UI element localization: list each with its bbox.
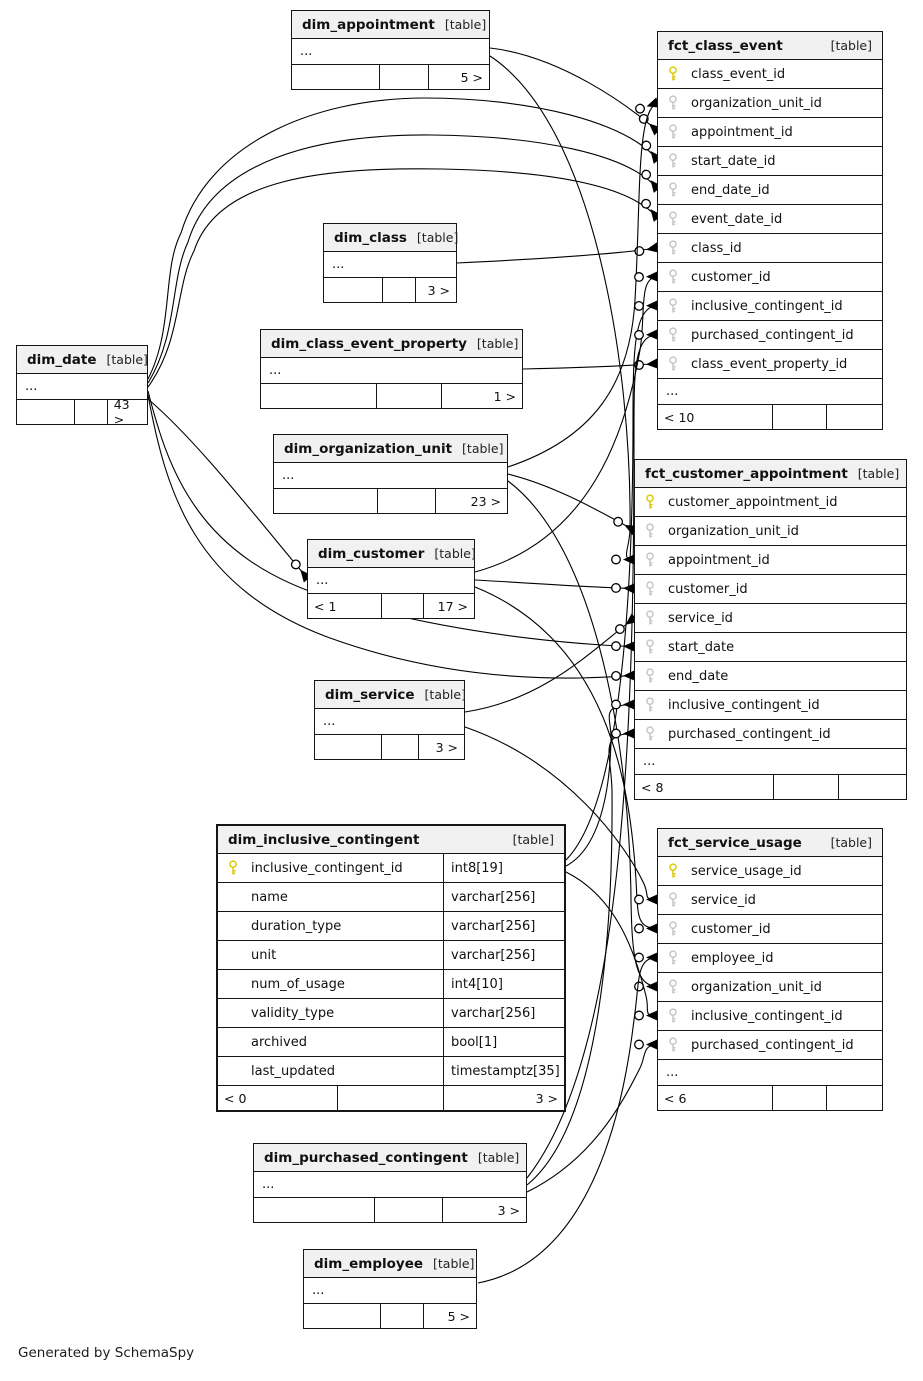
foreign-key-icon: [668, 921, 678, 937]
table-header[interactable]: [324, 224, 459, 252]
column-row: [218, 970, 564, 999]
column-label: class_event_property_id: [691, 356, 848, 372]
columns-ellipsis: ...: [324, 252, 456, 278]
table-dim_service[interactable]: [314, 680, 465, 760]
parent-count: [292, 65, 379, 89]
column-label: end_date: [668, 668, 729, 684]
table-dim_appointment[interactable]: [291, 10, 490, 90]
footer-spacer: [337, 1086, 443, 1110]
table-dim_purchased_contingent[interactable]: [253, 1143, 527, 1223]
table-footer: [635, 775, 906, 799]
column-row: [658, 321, 882, 350]
footer-spacer: [380, 1304, 423, 1328]
parent-count: [304, 1304, 380, 1328]
column-label: end_date_id: [691, 182, 770, 198]
parent-count: [261, 384, 376, 408]
table-fct_service_usage[interactable]: [657, 828, 883, 1111]
column-label: last_updated: [251, 1063, 336, 1079]
table-footer: [304, 1304, 476, 1328]
foreign-key-icon: [668, 979, 678, 995]
column-row: [635, 517, 906, 546]
column-label: customer_id: [691, 921, 771, 937]
table-footer: [658, 405, 882, 429]
child-count: 1 >: [441, 384, 522, 408]
table-name: dim_appointment: [302, 16, 435, 33]
foreign-key-icon: [668, 356, 678, 372]
columns-ellipsis: ...: [261, 358, 522, 384]
edge-dim_customer-fct_customer_appointment: [475, 580, 635, 589]
column-row: [218, 999, 564, 1028]
parent-count: < 6: [664, 1090, 687, 1106]
child-count: 23 >: [435, 489, 507, 513]
foreign-key-icon: [645, 610, 655, 626]
columns-ellipsis: ...: [658, 379, 882, 405]
column-label: appointment_id: [691, 124, 793, 140]
no-key-spacer: [228, 1034, 238, 1050]
column-type: int8[19]: [443, 854, 564, 882]
columns-ellipsis: ...: [658, 1060, 882, 1086]
column-label: validity_type: [251, 1005, 335, 1021]
table-header[interactable]: [658, 829, 882, 857]
table-footer: [658, 1086, 882, 1110]
footer-spacer: [772, 1086, 826, 1110]
column-label: archived: [251, 1034, 307, 1050]
child-count: 17 >: [423, 594, 474, 618]
column-row: [658, 973, 882, 1002]
table-badge: [table]: [857, 466, 900, 481]
columns-ellipsis: ...: [17, 374, 147, 400]
column-label: organization_unit_id: [668, 523, 799, 539]
table-footer: [292, 65, 489, 89]
columns-ellipsis: ...: [254, 1172, 526, 1198]
foreign-key-icon: [645, 726, 655, 742]
footer-spacer: [376, 384, 441, 408]
table-name: fct_class_event: [668, 37, 783, 54]
column-label: customer_id: [668, 581, 748, 597]
table-badge: [table]: [477, 1150, 520, 1165]
table-footer: [308, 594, 474, 618]
foreign-key-icon: [668, 327, 678, 343]
child-count: 3 >: [443, 1086, 564, 1110]
column-row: [635, 691, 906, 720]
foreign-key-icon: [645, 668, 655, 684]
table-name: dim_employee: [314, 1255, 424, 1272]
parent-count: [315, 735, 381, 759]
foreign-key-icon: [645, 523, 655, 539]
table-header[interactable]: [254, 1144, 526, 1172]
foreign-key-icon: [645, 697, 655, 713]
table-name: dim_customer: [318, 545, 425, 562]
foreign-key-icon: [668, 1008, 678, 1024]
table-fct_class_event[interactable]: [657, 31, 883, 430]
edge-dim_service-fct_customer_appointment: [465, 618, 635, 713]
column-row: [658, 857, 882, 886]
foreign-key-icon: [645, 639, 655, 655]
footer-spacer: [772, 405, 826, 429]
no-key-spacer: [228, 976, 238, 992]
foreign-key-icon: [645, 581, 655, 597]
column-row: [658, 118, 882, 147]
table-header[interactable]: [658, 32, 882, 60]
parent-count: < 8: [641, 779, 664, 795]
column-label: num_of_usage: [251, 976, 345, 992]
generator-note: Generated by SchemaSpy: [18, 1345, 195, 1361]
column-label: organization_unit_id: [691, 979, 822, 995]
column-row: [658, 263, 882, 292]
foreign-key-icon: [668, 892, 678, 908]
column-label: purchased_contingent_id: [691, 327, 854, 343]
column-label: customer_appointment_id: [668, 494, 838, 510]
table-header[interactable]: [635, 460, 906, 488]
table-header[interactable]: [308, 540, 474, 568]
column-row: [218, 1028, 564, 1057]
table-footer: [218, 1086, 564, 1110]
table-header[interactable]: [315, 681, 464, 709]
table-badge: [table]: [424, 687, 466, 702]
child-count: 3 >: [442, 1198, 526, 1222]
column-row: [658, 915, 882, 944]
table-footer: [254, 1198, 526, 1222]
child-count: 3 >: [415, 278, 456, 302]
column-row: [658, 350, 882, 379]
column-row: [635, 633, 906, 662]
column-label: service_id: [691, 892, 756, 908]
footer-spacer: [74, 400, 107, 424]
table-badge: [table]: [462, 441, 504, 456]
column-row: [658, 1002, 882, 1031]
column-label: customer_id: [691, 269, 771, 285]
foreign-key-icon: [668, 182, 678, 198]
foreign-key-icon: [668, 211, 678, 227]
table-header[interactable]: [292, 11, 489, 39]
column-row: [635, 488, 906, 517]
foreign-key-icon: [668, 298, 678, 314]
column-label: duration_type: [251, 918, 342, 934]
no-key-spacer: [228, 1005, 238, 1021]
column-label: service_id: [668, 610, 733, 626]
column-row: [658, 60, 882, 89]
column-type: varchar[256]: [443, 999, 564, 1027]
table-footer: [274, 489, 507, 513]
table-badge: [table]: [433, 1256, 475, 1271]
column-row: [658, 1031, 882, 1060]
table-badge: [table]: [830, 835, 872, 850]
parent-count: [254, 1198, 374, 1222]
column-label: service_usage_id: [691, 863, 802, 879]
column-label: organization_unit_id: [691, 95, 822, 111]
primary-key-icon: [645, 494, 655, 510]
table-footer: [17, 397, 147, 427]
footer-spacer: [379, 65, 428, 89]
table-name: dim_class: [334, 229, 407, 246]
columns-ellipsis: ...: [635, 749, 906, 775]
column-label: appointment_id: [668, 552, 770, 568]
table-dim_organization_unit[interactable]: [273, 434, 508, 514]
table-name: dim_organization_unit: [284, 440, 453, 457]
footer-spacer: [381, 735, 418, 759]
table-dim_customer[interactable]: [307, 539, 475, 619]
no-key-spacer: [228, 947, 238, 963]
column-label: inclusive_contingent_id: [691, 1008, 843, 1024]
columns-ellipsis: ...: [308, 568, 474, 594]
column-row: [635, 604, 906, 633]
footer-spacer: [773, 775, 838, 799]
parent-count: < 1: [314, 598, 337, 614]
table-badge: [table]: [106, 352, 148, 367]
column-row: [218, 941, 564, 970]
column-label: employee_id: [691, 950, 774, 966]
table-badge: [table]: [830, 38, 872, 53]
column-row: [658, 886, 882, 915]
table-name: dim_purchased_contingent: [264, 1149, 468, 1166]
table-dim_employee[interactable]: [303, 1249, 477, 1329]
column-row: [635, 662, 906, 691]
column-row: [635, 575, 906, 604]
column-row: [658, 205, 882, 234]
footer-spacer: [377, 489, 435, 513]
table-dim_class_event_property[interactable]: [260, 329, 523, 409]
column-type: bool[1]: [443, 1028, 564, 1056]
primary-key-icon: [668, 66, 678, 82]
table-footer: [324, 278, 456, 302]
column-type: timestamptz[35]: [443, 1057, 564, 1085]
table-footer: [261, 384, 522, 408]
column-row: [635, 546, 906, 575]
child-count: 5 >: [423, 1304, 476, 1328]
table-name: fct_customer_appointment: [645, 465, 848, 482]
column-row: [658, 147, 882, 176]
column-type: varchar[256]: [443, 941, 564, 969]
table-badge: [table]: [444, 17, 487, 32]
parent-count: [274, 489, 377, 513]
column-label: name: [251, 889, 288, 905]
columns-ellipsis: ...: [274, 463, 507, 489]
child-count: 3 >: [418, 735, 464, 759]
foreign-key-icon: [668, 1037, 678, 1053]
table-header[interactable]: [304, 1250, 476, 1278]
columns-ellipsis: ...: [292, 39, 489, 65]
edge-dim_class-fct_class_event: [457, 248, 658, 264]
table-name: dim_date: [27, 351, 97, 368]
table-name: dim_class_event_property: [271, 335, 467, 352]
column-row: [658, 944, 882, 973]
primary-key-icon: [668, 863, 678, 879]
foreign-key-icon: [668, 269, 678, 285]
table-header[interactable]: [218, 826, 564, 854]
footer-spacer: [382, 278, 415, 302]
column-row: [658, 234, 882, 263]
edge-dim_inclusive_contingent-fct_service_usage: [566, 872, 658, 1016]
primary-key-icon: [228, 860, 238, 876]
column-row: [635, 720, 906, 749]
column-label: inclusive_contingent_id: [251, 860, 403, 876]
table-dim_date[interactable]: [16, 345, 148, 425]
column-label: unit: [251, 947, 277, 963]
child-count: [826, 1086, 882, 1110]
table-badge: [table]: [416, 230, 459, 245]
edge-dim_appointment-fct_class_event: [490, 48, 658, 132]
column-label: start_date_id: [691, 153, 776, 169]
columns-ellipsis: ...: [304, 1278, 476, 1304]
child-count: [838, 775, 906, 799]
foreign-key-icon: [668, 153, 678, 169]
column-label: purchased_contingent_id: [668, 726, 831, 742]
table-badge: [table]: [434, 546, 476, 561]
edge-dim_organization_unit-fct_class_event: [508, 103, 658, 468]
column-row: [218, 1057, 564, 1086]
table-dim_inclusive_contingent[interactable]: [216, 824, 566, 1112]
table-footer: [315, 735, 464, 759]
table-name: dim_service: [325, 686, 415, 703]
foreign-key-icon: [645, 552, 655, 568]
parent-count: < 10: [664, 409, 695, 425]
parent-count: [17, 400, 74, 424]
column-row: [218, 854, 564, 883]
column-type: varchar[256]: [443, 912, 564, 940]
child-count: 43 >: [107, 400, 147, 424]
column-label: start_date: [668, 639, 735, 655]
footer-spacer: [374, 1198, 442, 1222]
table-name: dim_inclusive_contingent: [228, 831, 420, 848]
column-type: int4[10]: [443, 970, 564, 998]
parent-count: [324, 278, 382, 302]
foreign-key-icon: [668, 240, 678, 256]
no-key-spacer: [228, 889, 238, 905]
child-count: [826, 405, 882, 429]
column-label: inclusive_contingent_id: [691, 298, 843, 314]
table-badge: [table]: [476, 336, 519, 351]
table-header[interactable]: [17, 346, 147, 374]
column-label: class_id: [691, 240, 742, 256]
column-row: [658, 176, 882, 205]
table-name: fct_service_usage: [668, 834, 802, 851]
column-row: [218, 912, 564, 941]
column-label: class_event_id: [691, 66, 786, 82]
footer-spacer: [381, 594, 423, 618]
child-count: 5 >: [428, 65, 489, 89]
table-dim_class[interactable]: [323, 223, 457, 303]
foreign-key-icon: [668, 95, 678, 111]
column-label: inclusive_contingent_id: [668, 697, 820, 713]
table-header[interactable]: [274, 435, 507, 463]
table-header[interactable]: [261, 330, 522, 358]
no-key-spacer: [228, 1063, 238, 1079]
column-label: purchased_contingent_id: [691, 1037, 854, 1053]
column-row: [658, 292, 882, 321]
column-row: [218, 883, 564, 912]
columns-ellipsis: ...: [315, 709, 464, 735]
table-badge: [table]: [512, 832, 554, 847]
table-fct_customer_appointment[interactable]: [634, 459, 907, 800]
foreign-key-icon: [668, 950, 678, 966]
column-row: [658, 89, 882, 118]
column-label: event_date_id: [691, 211, 783, 227]
parent-count: < 0: [224, 1090, 247, 1106]
column-type: varchar[256]: [443, 883, 564, 911]
foreign-key-icon: [668, 124, 678, 140]
edge-dim_organization_unit-fct_customer_appointment: [508, 474, 635, 531]
no-key-spacer: [228, 918, 238, 934]
